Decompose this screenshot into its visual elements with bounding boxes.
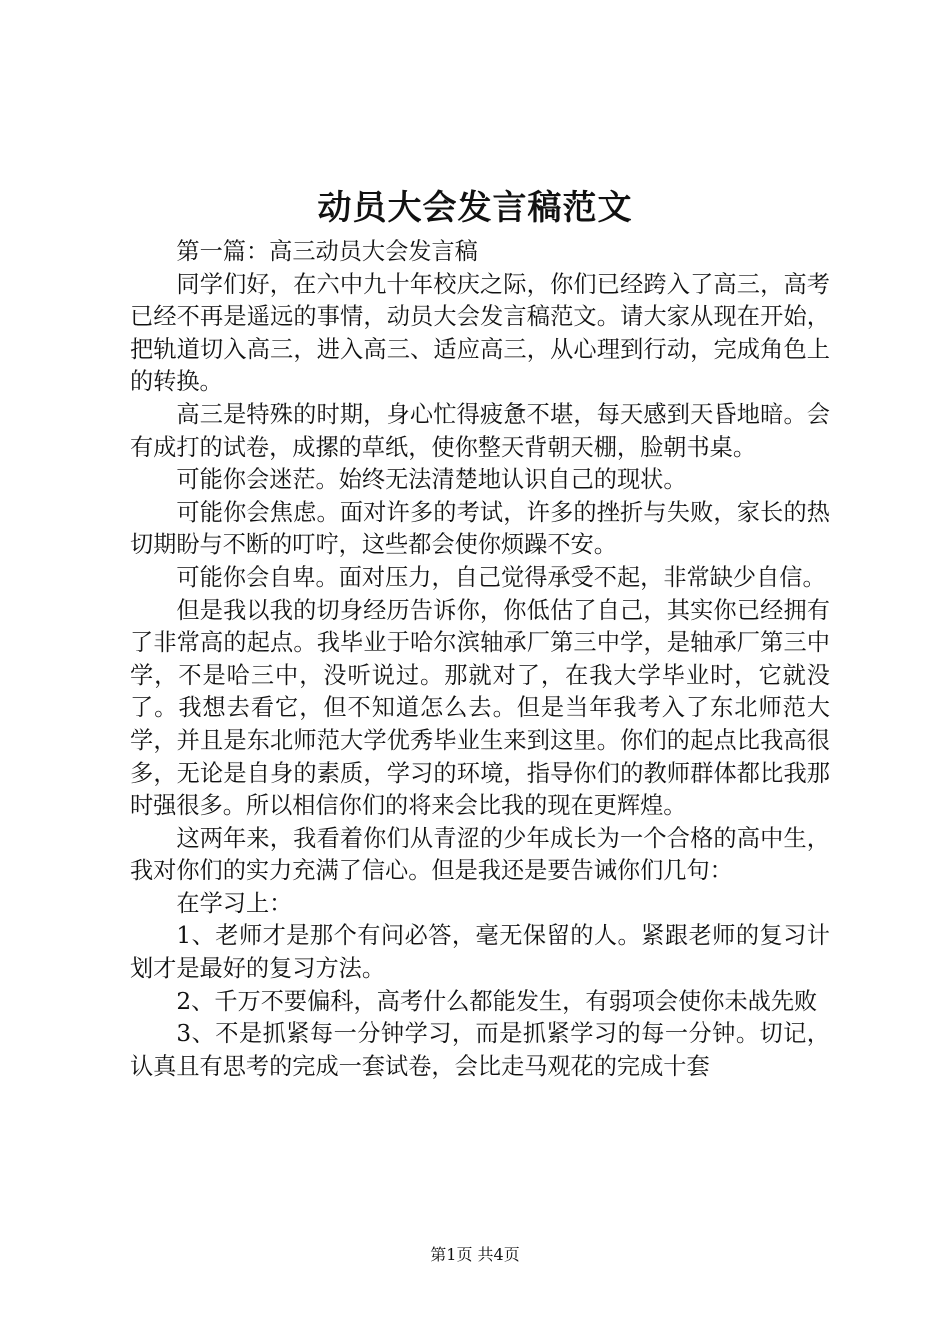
paragraph: 在学习上： (176, 889, 293, 917)
section-heading: 第一篇：高三动员大会发言稿 (176, 238, 478, 265)
paragraph: 可能你会自卑。面对压力，自己觉得承受不起，非常缺少自信。 (176, 563, 826, 591)
list-item: 2、千万不要偏科，高考什么都能发生，有弱项会使你未战先败 (176, 987, 818, 1015)
paragraph: 可能你会迷茫。始终无法清楚地认识自己的现状。 (176, 466, 687, 494)
document-title: 动员大会发言稿范文 (317, 188, 633, 228)
paragraph: 但是我以我的切身经历告诉你，你低估了自己，其实你已经拥有了非常高的起点。我毕业于哈尔滨轴承厂第三中学，是轴承厂第三中学，不是哈三中，没听说过。那就对了，在我大学毕业时，它就没了。我想去看它，但不知道怎么去。但是当年我考入了东北师范大学，并且是东北师范大学优秀毕业生来到这里。你们的起点比我高很多，无论是自身的素质，学习的环境，指导你们的教师群体都比我那时强很多。所以相信你们的将来会比我的现在更辉煌。 (130, 596, 830, 820)
paragraph: 高三是特殊的时期，身心忙得疲惫不堪，每天感到天昏地暗。会有成打的试卷，成摞的草纸，使你整天背朝天棚，脸朝书桌。 (130, 400, 830, 461)
page-number-footer: 第1页 共4页 (430, 1245, 520, 1264)
paragraph: 同学们好，在六中九十年校庆之际，你们已经跨入了高三，高考已经不再是遥远的事情，动员大会发言稿范文。请大家从现在开始，把轨道切入高三，进入高三、适应高三，从心理到行动，完成角色上的转换。 (130, 270, 830, 396)
document-body (130, 236, 830, 1083)
list-item: 3、不是抓紧每一分钟学习，而是抓紧学习的每一分钟。切记，认真且有思考的完成一套试卷，会比走马观花的完成十套 (130, 1020, 830, 1080)
paragraph: 可能你会焦虑。面对许多的考试，许多的挫折与失败，家长的热切期盼与不断的叮咛，这些都会使你烦躁不安。 (130, 498, 830, 559)
list-item: 1、老师才是那个有问必答，毫无保留的人。紧跟老师的复习计划才是最好的复习方法。 (130, 922, 830, 983)
paragraph: 这两年来，我看着你们从青涩的少年成长为一个合格的高中生，我对你们的实力充满了信心。但是我还是要告诫你们几句： (130, 824, 830, 885)
